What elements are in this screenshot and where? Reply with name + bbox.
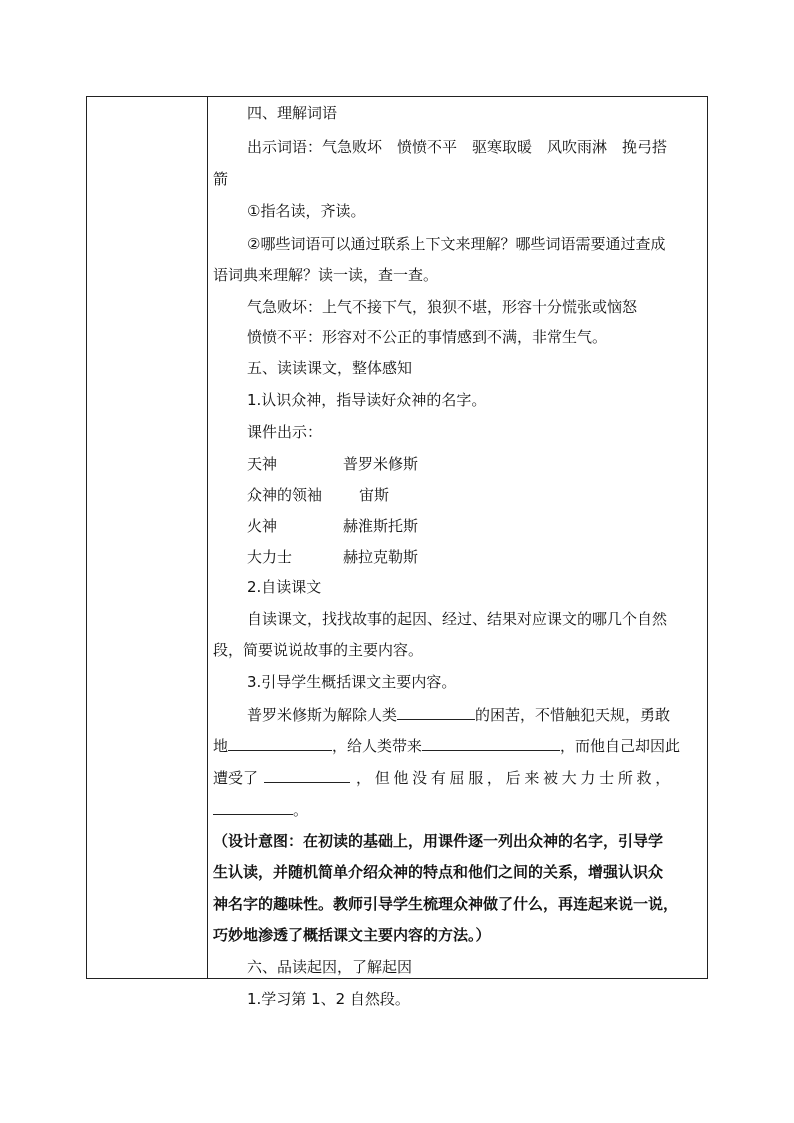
fill-line-2: 地 ，给人类带来 ，而他自己却因此 <box>213 737 681 755</box>
fill-line-1: 普罗米修斯为解除人类 的困苦，不惜触犯天规，勇敢 <box>247 706 671 724</box>
god-name: 宙斯 <box>359 486 390 504</box>
god-name: 赫淮斯托斯 <box>343 517 419 535</box>
definition-1: 气急败坏：上气不接下气，狼狈不堪，形容十分慌张或恼怒 <box>247 298 638 316</box>
section-4-title: 四、理解词语 <box>247 104 338 122</box>
design-intent-2: 生认读，并随机简单介绍众神的特点和他们之间的关系，增强认识众 <box>213 863 664 881</box>
courseware-label: 课件出示： <box>247 423 323 441</box>
fill-line-3: 遭受了 ，但他没有屈服，后来被大力士所救， <box>213 769 674 787</box>
section-6-item-1: 1.学习第 1、2 自然段。 <box>247 990 410 1008</box>
words-line-2: 箭 <box>213 170 229 188</box>
section-5-title: 五、读读课文，整体感知 <box>247 359 413 377</box>
answer-blank <box>397 704 475 720</box>
god-title: 大力士 <box>247 548 293 566</box>
fill-line-4: 。 <box>213 799 308 820</box>
god-title: 众神的领袖 <box>247 486 323 504</box>
read-instruction: ①指名读，齐读。 <box>247 202 366 220</box>
god-title: 天神 <box>247 455 278 473</box>
definition-2: 愤愤不平：形容对不公正的事情感到不满，非常生气。 <box>247 328 608 346</box>
words-line-1: 出示词语：气急败坏 愤愤不平 驱寒取暖 风吹雨淋 挽弓搭 <box>247 138 668 156</box>
answer-blank <box>264 767 350 783</box>
item-3: 3.引导学生概括课文主要内容。 <box>247 673 457 691</box>
item-1: 1.认识众神，指导读好众神的名字。 <box>247 391 487 409</box>
item-2-desc-2: 段，简要说说故事的主要内容。 <box>213 641 424 659</box>
answer-blank <box>213 799 293 815</box>
lesson-table <box>86 96 708 1008</box>
item-2: 2.自读课文 <box>247 578 322 596</box>
design-intent-4: 巧妙地渗透了概括课文主要内容的方法。） <box>213 926 491 944</box>
design-intent-1: （设计意图：在初读的基础上，用课件逐一列出众神的名字，引导学 <box>213 832 664 850</box>
question-2-line-1: ②哪些词语可以通过联系上下文来理解？哪些词语需要通过查成 <box>247 235 666 253</box>
section-6-title: 六、品读起因，了解起因 <box>247 958 413 976</box>
question-2-line-2: 语词典来理解？读一读，查一查。 <box>213 266 439 284</box>
column-divider <box>207 97 208 978</box>
design-intent-3: 神名字的趣味性。教师引导学生梳理众神做了什么，再连起来说一说， <box>213 895 679 913</box>
answer-blank <box>228 735 332 751</box>
answer-blank <box>422 735 560 751</box>
god-title: 火神 <box>247 517 278 535</box>
god-name: 赫拉克勒斯 <box>343 548 419 566</box>
god-name: 普罗米修斯 <box>343 455 419 473</box>
item-2-desc-1: 自读课文，找找故事的起因、经过、结果对应课文的哪几个自然 <box>247 610 668 628</box>
